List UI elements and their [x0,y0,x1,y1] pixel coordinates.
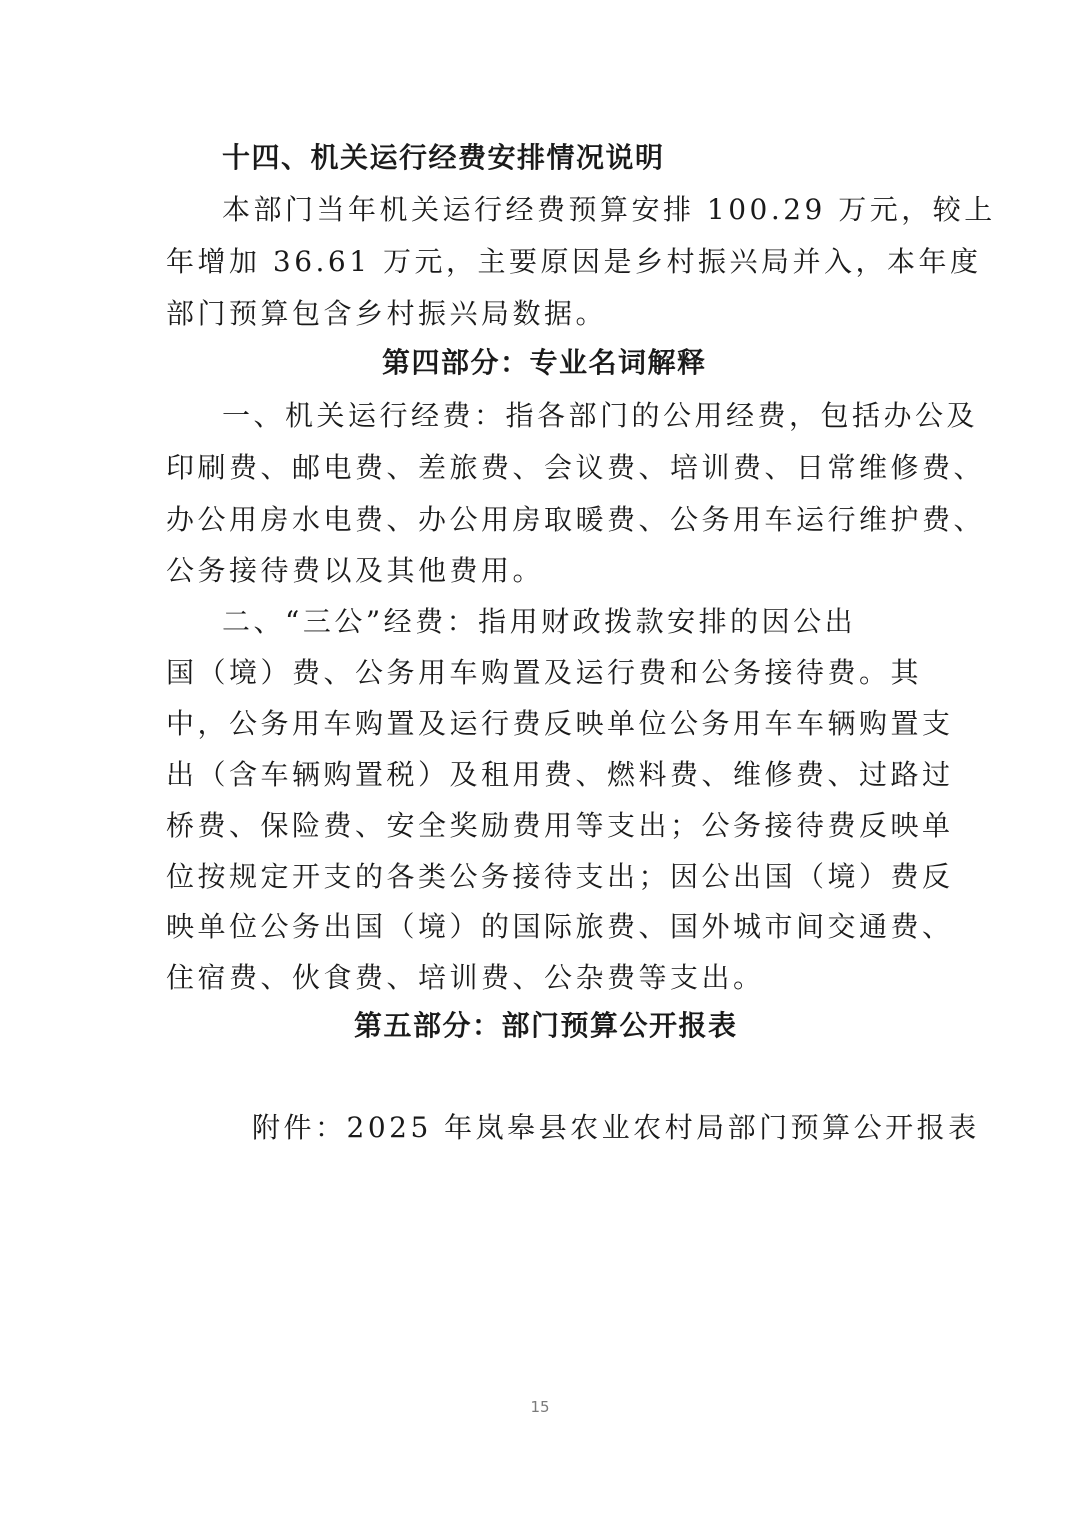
part4-item1-line-3: 办公用房水电费、办公用房取暖费、公务用车运行维护费、 [166,503,986,536]
part4-item2-line-4: 出（含车辆购置税）及租用费、燃料费、维修费、过路过 [166,758,954,791]
section14-heading: 十四、机关运行经费安排情况说明 [222,141,665,174]
part4-heading: 第四部分：专业名词解释 [382,346,707,379]
section14-line-3: 部门预算包含乡村振兴局数据。 [166,297,608,330]
part4-item1-line-2: 印刷费、邮电费、差旅费、会议费、培训费、日常维修费、 [166,451,986,484]
page-number: 15 [530,1398,550,1416]
attachment-line: 附件：2025 年岚皋县农业农村局部门预算公开报表 [252,1111,980,1144]
part4-item2-line-8: 住宿费、伙食费、培训费、公杂费等支出。 [166,961,765,994]
part4-item1-line-4: 公务接待费以及其他费用。 [166,554,545,587]
part4-item2-line-1: 二、“三公”经费：指用财政拨款安排的因公出 [222,605,857,638]
part4-item2-line-5: 桥费、保险费、安全奖励费用等支出；公务接待费反映单 [166,809,954,842]
part4-item2-line-2: 国（境）费、公务用车购置及运行费和公务接待费。其 [166,656,923,689]
part4-item2-line-3: 中，公务用车购置及运行费反映单位公务用车车辆购置支 [166,707,954,740]
section14-line-2: 年增加 36.61 万元，主要原因是乡村振兴局并入，本年度 [166,245,982,278]
section14-line-1: 本部门当年机关运行经费预算安排 100.29 万元，较上 [222,193,996,226]
part4-item1-line-1: 一、机关运行经费：指各部门的公用经费，包括办公及 [222,399,979,432]
part4-item2-line-7: 映单位公务出国（境）的国际旅费、国外城市间交通费、 [166,910,954,943]
part5-heading: 第五部分：部门预算公开报表 [354,1009,738,1042]
part4-item2-line-6: 位按规定开支的各类公务接待支出；因公出国（境）费反 [166,860,954,893]
